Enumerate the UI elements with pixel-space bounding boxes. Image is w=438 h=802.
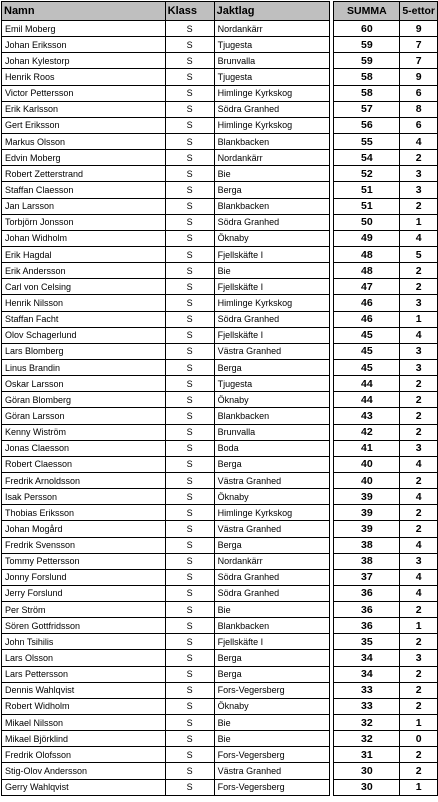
cell-femettor[interactable]: 4 <box>400 585 438 601</box>
cell-jaktlag[interactable]: Blankbacken <box>214 618 330 634</box>
cell-summa[interactable]: 30 <box>334 779 400 795</box>
cell-name[interactable]: Jonny Forslund <box>2 569 166 585</box>
cell-summa[interactable]: 34 <box>334 666 400 682</box>
cell-name[interactable]: Johan Eriksson <box>2 37 166 53</box>
cell-jaktlag[interactable]: Öknaby <box>214 230 330 246</box>
cell-summa[interactable]: 41 <box>334 440 400 456</box>
cell-jaktlag[interactable]: Nordankärr <box>214 553 330 569</box>
cell-klass[interactable]: S <box>165 440 214 456</box>
cell-jaktlag[interactable]: Tjugesta <box>214 37 330 53</box>
table-row <box>2 456 438 472</box>
cell-femettor[interactable]: 4 <box>400 456 438 472</box>
cell-summa[interactable]: 55 <box>334 133 400 149</box>
cell-jaktlag[interactable]: Fjellskäfte I <box>214 246 330 262</box>
cell-jaktlag[interactable]: Blankbacken <box>214 408 330 424</box>
table-row <box>2 505 438 521</box>
cell-femettor[interactable]: 4 <box>400 230 438 246</box>
cell-klass[interactable]: S <box>165 408 214 424</box>
cell-jaktlag[interactable]: Bie <box>214 731 330 747</box>
header-femettor[interactable]: 5-ettor <box>400 2 438 21</box>
cell-name[interactable]: Staffan Facht <box>2 311 166 327</box>
header-row <box>2 2 438 21</box>
cell-femettor[interactable]: 4 <box>400 569 438 585</box>
cell-femettor[interactable]: 7 <box>400 53 438 69</box>
cell-name[interactable]: Torbjörn Jonsson <box>2 214 166 230</box>
table-row <box>2 489 438 505</box>
cell-klass[interactable]: S <box>165 731 214 747</box>
cell-femettor[interactable]: 2 <box>400 505 438 521</box>
cell-jaktlag[interactable]: Berga <box>214 456 330 472</box>
cell-femettor[interactable]: 3 <box>400 295 438 311</box>
cell-femettor[interactable]: 5 <box>400 246 438 262</box>
cell-femettor[interactable]: 2 <box>400 602 438 618</box>
cell-femettor[interactable]: 2 <box>400 666 438 682</box>
cell-jaktlag[interactable]: Västra Granhed <box>214 472 330 488</box>
table-row <box>2 392 438 408</box>
cell-klass[interactable]: S <box>165 505 214 521</box>
cell-summa[interactable]: 30 <box>334 763 400 779</box>
cell-klass[interactable]: S <box>165 246 214 262</box>
cell-klass[interactable]: S <box>165 521 214 537</box>
cell-klass[interactable]: S <box>165 327 214 343</box>
cell-summa[interactable]: 34 <box>334 650 400 666</box>
cell-klass[interactable]: S <box>165 489 214 505</box>
cell-femettor[interactable]: 2 <box>400 634 438 650</box>
cell-femettor[interactable]: 4 <box>400 489 438 505</box>
cell-name[interactable]: Gerry Wahlqvist <box>2 779 166 795</box>
cell-klass[interactable]: S <box>165 166 214 182</box>
cell-summa[interactable]: 39 <box>334 521 400 537</box>
cell-name[interactable]: Johan Mogård <box>2 521 166 537</box>
table-row <box>2 779 438 795</box>
cell-name[interactable]: Jan Larsson <box>2 198 166 214</box>
table-row <box>2 101 438 117</box>
table-row <box>2 408 438 424</box>
cell-jaktlag[interactable]: Nordankärr <box>214 21 330 37</box>
cell-jaktlag[interactable]: Nordankärr <box>214 150 330 166</box>
cell-femettor[interactable]: 8 <box>400 101 438 117</box>
cell-femettor[interactable]: 2 <box>400 150 438 166</box>
cell-klass[interactable]: S <box>165 295 214 311</box>
cell-name[interactable]: Edvin Moberg <box>2 150 166 166</box>
cell-klass[interactable]: S <box>165 602 214 618</box>
table-row <box>2 263 438 279</box>
header-klass[interactable]: Klass <box>165 2 214 21</box>
cell-jaktlag[interactable]: Fors-Vegersberg <box>214 682 330 698</box>
cell-jaktlag[interactable]: Himlinge Kyrkskog <box>214 85 330 101</box>
cell-jaktlag[interactable]: Västra Granhed <box>214 343 330 359</box>
cell-name[interactable]: Dennis Wahlqvist <box>2 682 166 698</box>
table-row <box>2 53 438 69</box>
table-row <box>2 376 438 392</box>
cell-femettor[interactable]: 2 <box>400 279 438 295</box>
table-row <box>2 343 438 359</box>
cell-name[interactable]: Jerry Forslund <box>2 585 166 601</box>
cell-jaktlag[interactable]: Boda <box>214 440 330 456</box>
cell-klass[interactable]: S <box>165 472 214 488</box>
cell-jaktlag[interactable]: Södra Granhed <box>214 101 330 117</box>
cell-jaktlag[interactable]: Bie <box>214 715 330 731</box>
cell-summa[interactable]: 32 <box>334 731 400 747</box>
cell-name[interactable]: Johan Widholm <box>2 230 166 246</box>
table-row <box>2 295 438 311</box>
cell-klass[interactable]: S <box>165 456 214 472</box>
cell-name[interactable]: Thobias Eriksson <box>2 505 166 521</box>
cell-summa[interactable]: 56 <box>334 117 400 133</box>
cell-femettor[interactable]: 3 <box>400 343 438 359</box>
table-row <box>2 359 438 375</box>
cell-jaktlag[interactable]: Fors-Vegersberg <box>214 779 330 795</box>
cell-klass[interactable]: S <box>165 392 214 408</box>
cell-name[interactable]: Sören Gottfridsson <box>2 618 166 634</box>
cell-name[interactable]: Stig-Olov Andersson <box>2 763 166 779</box>
table-row <box>2 666 438 682</box>
cell-name[interactable]: Lars Pettersson <box>2 666 166 682</box>
cell-summa[interactable]: 31 <box>334 747 400 763</box>
cell-klass[interactable]: S <box>165 69 214 85</box>
cell-jaktlag[interactable]: Berga <box>214 182 330 198</box>
cell-jaktlag[interactable]: Södra Granhed <box>214 311 330 327</box>
cell-name[interactable]: Staffan Claesson <box>2 182 166 198</box>
table-row <box>2 569 438 585</box>
cell-summa[interactable]: 33 <box>334 682 400 698</box>
cell-klass[interactable]: S <box>165 21 214 37</box>
cell-name[interactable]: Henrik Roos <box>2 69 166 85</box>
cell-summa[interactable]: 45 <box>334 359 400 375</box>
table-row <box>2 553 438 569</box>
cell-name[interactable]: Jonas Claesson <box>2 440 166 456</box>
cell-name[interactable]: Lars Blomberg <box>2 343 166 359</box>
cell-summa[interactable]: 54 <box>334 150 400 166</box>
cell-jaktlag[interactable]: Bie <box>214 602 330 618</box>
cell-klass[interactable]: S <box>165 117 214 133</box>
cell-name[interactable]: Robert Claesson <box>2 456 166 472</box>
cell-jaktlag[interactable]: Södra Granhed <box>214 569 330 585</box>
table-row <box>2 246 438 262</box>
cell-klass[interactable]: S <box>165 214 214 230</box>
cell-jaktlag[interactable]: Södra Granhed <box>214 585 330 601</box>
cell-name[interactable]: Fredrik Olofsson <box>2 747 166 763</box>
table-row <box>2 85 438 101</box>
cell-femettor[interactable]: 2 <box>400 376 438 392</box>
cell-name[interactable]: Markus Olsson <box>2 133 166 149</box>
cell-femettor[interactable]: 9 <box>400 21 438 37</box>
cell-femettor[interactable]: 2 <box>400 408 438 424</box>
cell-femettor[interactable]: 2 <box>400 698 438 714</box>
cell-name[interactable]: Göran Blomberg <box>2 392 166 408</box>
cell-jaktlag[interactable]: Öknaby <box>214 392 330 408</box>
table-body <box>2 21 438 796</box>
cell-jaktlag[interactable]: Berga <box>214 359 330 375</box>
cell-name[interactable]: Victor Pettersson <box>2 85 166 101</box>
table-row <box>2 230 438 246</box>
cell-summa[interactable]: 59 <box>334 37 400 53</box>
cell-femettor[interactable]: 2 <box>400 747 438 763</box>
cell-name[interactable]: Mikael Björklind <box>2 731 166 747</box>
cell-klass[interactable]: S <box>165 311 214 327</box>
table-row <box>2 472 438 488</box>
cell-femettor[interactable]: 4 <box>400 537 438 553</box>
cell-klass[interactable]: S <box>165 37 214 53</box>
cell-name[interactable]: Henrik Nilsson <box>2 295 166 311</box>
cell-femettor[interactable]: 4 <box>400 327 438 343</box>
cell-jaktlag[interactable]: Tjugesta <box>214 69 330 85</box>
cell-femettor[interactable]: 2 <box>400 763 438 779</box>
cell-summa[interactable]: 48 <box>334 263 400 279</box>
cell-summa[interactable]: 33 <box>334 698 400 714</box>
cell-summa[interactable]: 36 <box>334 585 400 601</box>
cell-summa[interactable]: 44 <box>334 376 400 392</box>
cell-summa[interactable]: 51 <box>334 182 400 198</box>
cell-name[interactable]: John Tsihilis <box>2 634 166 650</box>
cell-klass[interactable]: S <box>165 698 214 714</box>
cell-name[interactable]: Fredrik Arnoldsson <box>2 472 166 488</box>
cell-name[interactable]: Erik Andersson <box>2 263 166 279</box>
cell-jaktlag[interactable]: Brunvalla <box>214 53 330 69</box>
cell-jaktlag[interactable]: Brunvalla <box>214 424 330 440</box>
cell-summa[interactable]: 45 <box>334 343 400 359</box>
table-row <box>2 166 438 182</box>
cell-femettor[interactable]: 3 <box>400 182 438 198</box>
cell-jaktlag[interactable]: Fjellskäfte I <box>214 327 330 343</box>
cell-femettor[interactable]: 1 <box>400 311 438 327</box>
cell-femettor[interactable]: 2 <box>400 263 438 279</box>
cell-klass[interactable]: S <box>165 682 214 698</box>
cell-klass[interactable]: S <box>165 133 214 149</box>
cell-summa[interactable]: 47 <box>334 279 400 295</box>
cell-klass[interactable]: S <box>165 650 214 666</box>
cell-jaktlag[interactable]: Västra Granhed <box>214 521 330 537</box>
cell-summa[interactable]: 48 <box>334 246 400 262</box>
cell-klass[interactable]: S <box>165 101 214 117</box>
table-header <box>2 2 438 21</box>
cell-femettor[interactable]: 2 <box>400 472 438 488</box>
table-row <box>2 69 438 85</box>
cell-name[interactable]: Robert Zetterstrand <box>2 166 166 182</box>
cell-summa[interactable]: 40 <box>334 472 400 488</box>
cell-name[interactable]: Johan Kylestorp <box>2 53 166 69</box>
cell-klass[interactable]: S <box>165 585 214 601</box>
table-row <box>2 585 438 601</box>
cell-jaktlag[interactable]: Berga <box>214 537 330 553</box>
cell-femettor[interactable]: 1 <box>400 715 438 731</box>
cell-summa[interactable]: 37 <box>334 569 400 585</box>
table-row <box>2 424 438 440</box>
table-row <box>2 198 438 214</box>
cell-femettor[interactable]: 3 <box>400 553 438 569</box>
cell-summa[interactable]: 36 <box>334 618 400 634</box>
cell-klass[interactable]: S <box>165 424 214 440</box>
cell-klass[interactable]: S <box>165 182 214 198</box>
cell-jaktlag[interactable]: Öknaby <box>214 489 330 505</box>
table-row <box>2 602 438 618</box>
table-row <box>2 747 438 763</box>
cell-femettor[interactable]: 2 <box>400 392 438 408</box>
cell-jaktlag[interactable]: Västra Granhed <box>214 763 330 779</box>
table-row <box>2 634 438 650</box>
cell-name[interactable]: Emil Moberg <box>2 21 166 37</box>
cell-summa[interactable]: 50 <box>334 214 400 230</box>
cell-klass[interactable]: S <box>165 537 214 553</box>
cell-femettor[interactable]: 3 <box>400 440 438 456</box>
cell-summa[interactable]: 38 <box>334 553 400 569</box>
table-row <box>2 117 438 133</box>
cell-jaktlag[interactable]: Tjugesta <box>214 376 330 392</box>
cell-name[interactable]: Mikael Nilsson <box>2 715 166 731</box>
cell-jaktlag[interactable]: Fors-Vegersberg <box>214 747 330 763</box>
cell-jaktlag[interactable]: Himlinge Kyrkskog <box>214 295 330 311</box>
cell-klass[interactable]: S <box>165 150 214 166</box>
cell-name[interactable]: Per Ström <box>2 602 166 618</box>
table-row <box>2 698 438 714</box>
cell-summa[interactable]: 40 <box>334 456 400 472</box>
cell-name[interactable]: Lars Olsson <box>2 650 166 666</box>
cell-summa[interactable]: 46 <box>334 295 400 311</box>
cell-name[interactable]: Linus Brandin <box>2 359 166 375</box>
table-row <box>2 21 438 37</box>
cell-name[interactable]: Olov Schagerlund <box>2 327 166 343</box>
cell-femettor[interactable]: 1 <box>400 779 438 795</box>
cell-name[interactable]: Carl von Celsing <box>2 279 166 295</box>
cell-klass[interactable]: S <box>165 53 214 69</box>
cell-jaktlag[interactable]: Blankbacken <box>214 133 330 149</box>
cell-jaktlag[interactable]: Fjellskäfte I <box>214 634 330 650</box>
cell-klass[interactable]: S <box>165 634 214 650</box>
cell-femettor[interactable]: 2 <box>400 682 438 698</box>
cell-summa[interactable]: 49 <box>334 230 400 246</box>
table-row <box>2 214 438 230</box>
cell-name[interactable]: Erik Karlsson <box>2 101 166 117</box>
table-row <box>2 311 438 327</box>
table-row <box>2 715 438 731</box>
cell-klass[interactable]: S <box>165 553 214 569</box>
table-row <box>2 133 438 149</box>
cell-jaktlag[interactable]: Berga <box>214 666 330 682</box>
cell-klass[interactable]: S <box>165 85 214 101</box>
header-name[interactable]: Namn <box>2 2 166 21</box>
cell-summa[interactable]: 44 <box>334 392 400 408</box>
cell-femettor[interactable]: 1 <box>400 618 438 634</box>
table-row <box>2 327 438 343</box>
cell-klass[interactable]: S <box>165 198 214 214</box>
cell-summa[interactable]: 39 <box>334 505 400 521</box>
cell-name[interactable]: Fredrik Svensson <box>2 537 166 553</box>
cell-femettor[interactable]: 2 <box>400 521 438 537</box>
cell-summa[interactable]: 60 <box>334 21 400 37</box>
cell-summa[interactable]: 46 <box>334 311 400 327</box>
cell-summa[interactable]: 36 <box>334 602 400 618</box>
cell-femettor[interactable]: 3 <box>400 359 438 375</box>
table-row <box>2 182 438 198</box>
cell-jaktlag[interactable]: Berga <box>214 650 330 666</box>
cell-name[interactable]: Robert Widholm <box>2 698 166 714</box>
cell-klass[interactable]: S <box>165 343 214 359</box>
cell-femettor[interactable]: 3 <box>400 166 438 182</box>
cell-summa[interactable]: 39 <box>334 489 400 505</box>
cell-femettor[interactable]: 6 <box>400 117 438 133</box>
cell-jaktlag[interactable]: Blankbacken <box>214 198 330 214</box>
cell-name[interactable]: Gert Eriksson <box>2 117 166 133</box>
cell-klass[interactable]: S <box>165 263 214 279</box>
cell-name[interactable]: Isak Persson <box>2 489 166 505</box>
table-row <box>2 521 438 537</box>
cell-jaktlag[interactable]: Fjellskäfte I <box>214 279 330 295</box>
cell-summa[interactable]: 59 <box>334 53 400 69</box>
cell-summa[interactable]: 45 <box>334 327 400 343</box>
cell-klass[interactable]: S <box>165 763 214 779</box>
cell-name[interactable]: Oskar Larsson <box>2 376 166 392</box>
cell-jaktlag[interactable]: Södra Granhed <box>214 214 330 230</box>
cell-klass[interactable]: S <box>165 569 214 585</box>
cell-klass[interactable]: S <box>165 666 214 682</box>
cell-klass[interactable]: S <box>165 715 214 731</box>
table-row <box>2 440 438 456</box>
cell-summa[interactable]: 52 <box>334 166 400 182</box>
cell-femettor[interactable]: 7 <box>400 37 438 53</box>
cell-summa[interactable]: 32 <box>334 715 400 731</box>
cell-femettor[interactable]: 2 <box>400 424 438 440</box>
cell-name[interactable]: Kenny Wiström <box>2 424 166 440</box>
header-summa[interactable]: SUMMA <box>334 2 400 21</box>
cell-femettor[interactable]: 9 <box>400 69 438 85</box>
cell-summa[interactable]: 58 <box>334 85 400 101</box>
table-row <box>2 150 438 166</box>
cell-name[interactable]: Erik Hagdal <box>2 246 166 262</box>
cell-jaktlag[interactable]: Himlinge Kyrkskog <box>214 505 330 521</box>
cell-klass[interactable]: S <box>165 779 214 795</box>
cell-summa[interactable]: 57 <box>334 101 400 117</box>
table-row <box>2 731 438 747</box>
table-row <box>2 279 438 295</box>
cell-klass[interactable]: S <box>165 359 214 375</box>
cell-klass[interactable]: S <box>165 376 214 392</box>
cell-summa[interactable]: 38 <box>334 537 400 553</box>
table-row <box>2 650 438 666</box>
cell-jaktlag[interactable]: Himlinge Kyrkskog <box>214 117 330 133</box>
results-table <box>1 1 438 796</box>
cell-jaktlag[interactable]: Bie <box>214 263 330 279</box>
cell-name[interactable]: Göran Larsson <box>2 408 166 424</box>
table-row <box>2 37 438 53</box>
cell-jaktlag[interactable]: Öknaby <box>214 698 330 714</box>
cell-name[interactable]: Tommy Pettersson <box>2 553 166 569</box>
cell-femettor[interactable]: 3 <box>400 650 438 666</box>
table-row <box>2 763 438 779</box>
cell-jaktlag[interactable]: Bie <box>214 166 330 182</box>
cell-summa[interactable]: 51 <box>334 198 400 214</box>
table-row <box>2 537 438 553</box>
table-row <box>2 682 438 698</box>
cell-summa[interactable]: 43 <box>334 408 400 424</box>
table-row <box>2 618 438 634</box>
cell-femettor[interactable]: 6 <box>400 85 438 101</box>
header-jaktlag[interactable]: Jaktlag <box>214 2 330 21</box>
cell-femettor[interactable]: 1 <box>400 214 438 230</box>
cell-summa[interactable]: 58 <box>334 69 400 85</box>
cell-summa[interactable]: 35 <box>334 634 400 650</box>
cell-klass[interactable]: S <box>165 230 214 246</box>
cell-femettor[interactable]: 0 <box>400 731 438 747</box>
cell-klass[interactable]: S <box>165 279 214 295</box>
cell-klass[interactable]: S <box>165 747 214 763</box>
cell-summa[interactable]: 42 <box>334 424 400 440</box>
cell-klass[interactable]: S <box>165 618 214 634</box>
cell-femettor[interactable]: 4 <box>400 133 438 149</box>
cell-femettor[interactable]: 2 <box>400 198 438 214</box>
